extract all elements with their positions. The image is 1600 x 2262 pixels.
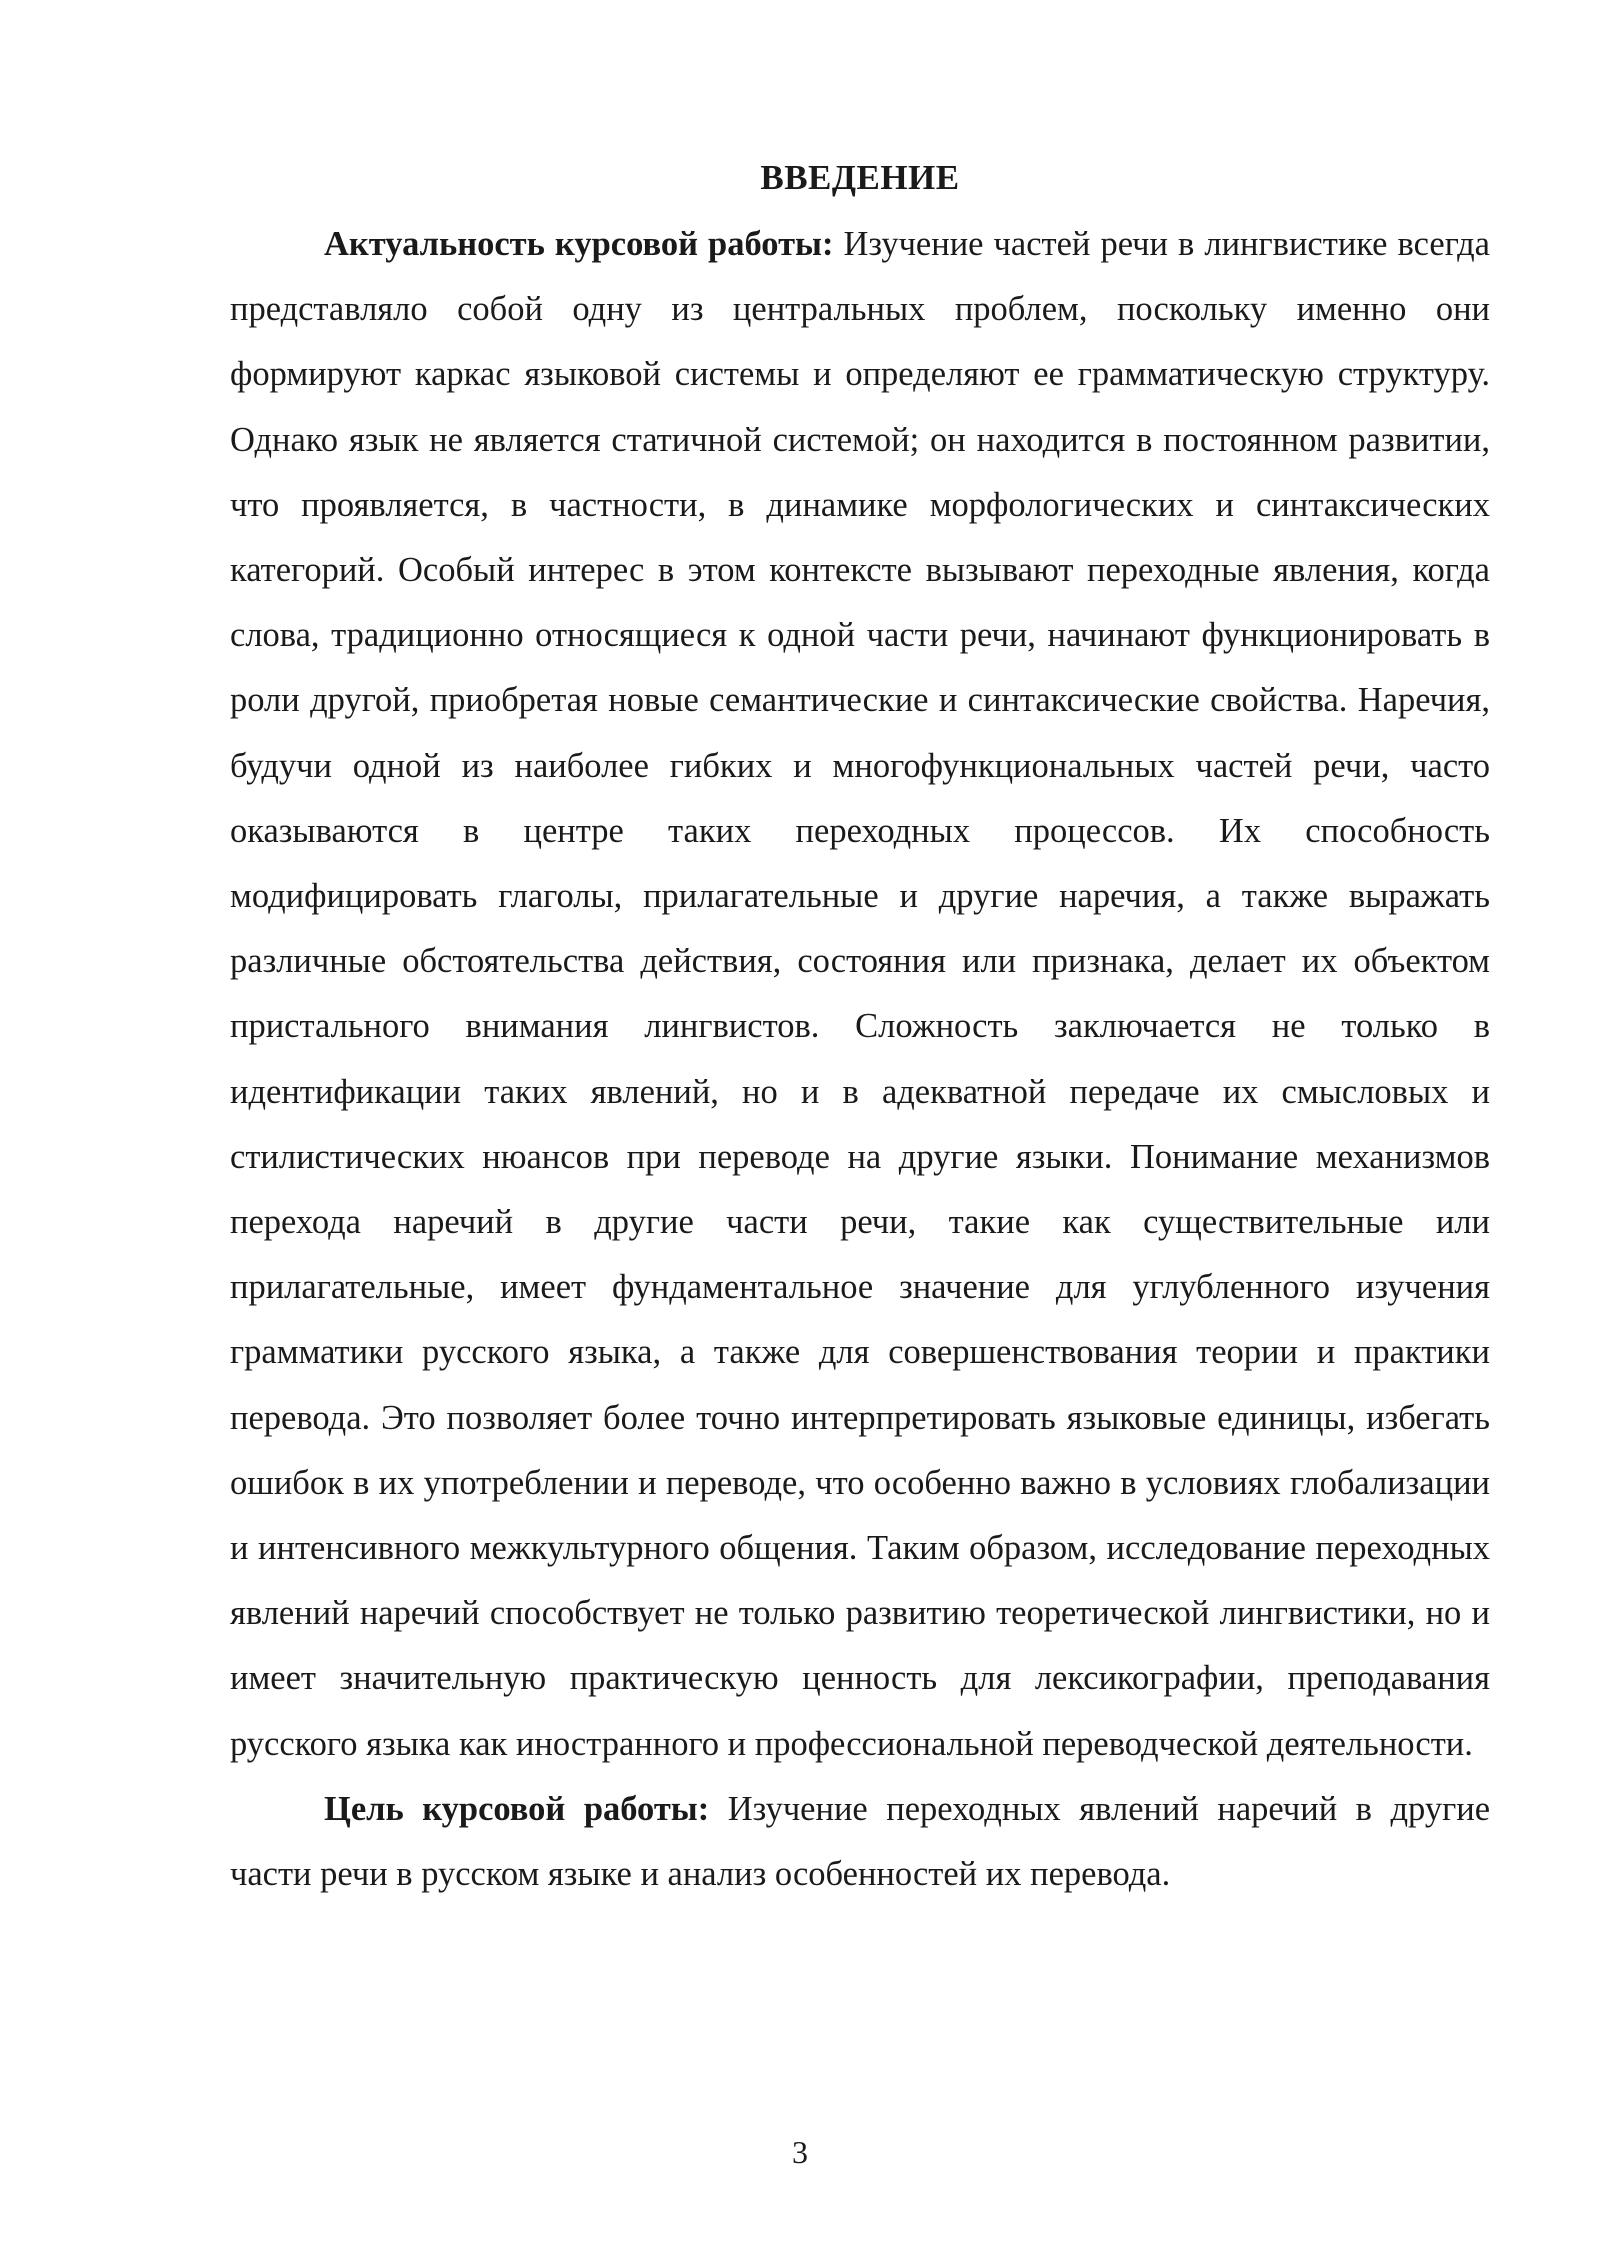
page-content xyxy=(230,148,1490,1907)
section-heading: ВВЕДЕНИЕ xyxy=(760,158,960,197)
paragraph-lead-relevance: Актуальность курсовой работы: xyxy=(324,225,834,263)
page-number: 3 xyxy=(792,2134,808,2170)
paragraph-relevance xyxy=(230,212,1490,1777)
paragraph-body-relevance: Изучение частей речи в лингвистике всегда представляло собой одну из центральных проблем, поскольку именно они формируют каркас языковой системы и определяют ее грамматическую структуру. Однако язык не является статичной системой; он находится в постоянном развитии, что проявляется, в частности, в динамике морфологических и синтаксических категорий. Особый интерес в этом контексте вызывают переходные явления, когда слова, традиционно относящиеся к одной части речи, начинают функционировать в роли другой, приобретая новые семантические и синтаксические свойства. Наречия, будучи одной из наиболее гибких и многофункциональных частей речи, часто оказываются в центре таких переходных процессов. Их способность модифицировать глаголы, прилагательные и другие наречия, а также выражать различные обстоятельства действия, состояния или признака, делает их объектом пристального внимания лингвистов. Сложность заключается не только в идентификации таких явлений, но и в адекватной передаче их смысловых и стилистических нюансов при переводе на другие языки. Понимание механизмов перехода наречий в другие части речи, такие как существительные или прилагательные, имеет фундаментальное значение для углубленного изучения грамматики русского языка, а также для совершенствования теории и практики перевода. Это позволяет более точно интерпретировать языковые единицы, избегать ошибок в их употреблении и переводе, что особенно важно в условиях глобализации и интенсивного межкультурного общения. Таким образом, исследование переходных явлений наречий способствует не только развитию теоретической лингвистики, но и имеет значительную практическую ценность для лексикографии, преподавания русского языка как иностранного и профессиональной переводческой деятельности. xyxy=(230,225,1490,1763)
paragraph-goal xyxy=(230,1777,1490,1907)
paragraph-lead-goal: Цель курсовой работы: xyxy=(324,1789,710,1828)
paragraph-body-goal: Изучение переходных явлений наречий в другие части речи в русском языке и анализ особенностей их перевода. xyxy=(230,1789,1491,1894)
